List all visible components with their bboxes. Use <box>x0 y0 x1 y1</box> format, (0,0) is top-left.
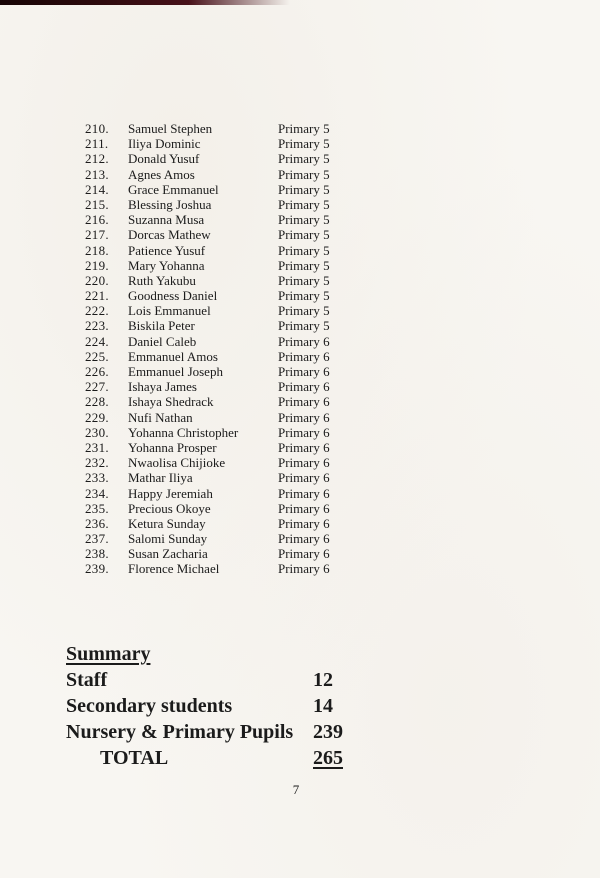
student-name: Samuel Stephen <box>128 121 213 136</box>
student-row <box>85 197 330 212</box>
student-row <box>85 501 330 516</box>
summary-value: 12 <box>313 669 333 691</box>
student-name: Lois Emmanuel <box>128 303 211 319</box>
student-row <box>85 410 330 425</box>
student-number: 218. <box>85 242 109 258</box>
student-number: 210. <box>85 121 109 136</box>
student-row <box>85 318 330 333</box>
student-row <box>85 136 330 151</box>
student-number: 211. <box>85 136 109 152</box>
student-number: 238. <box>85 546 109 562</box>
student-class: Primary 5 <box>278 121 330 136</box>
summary-label: Nursery & Primary Pupils <box>66 721 294 743</box>
summary-label: Staff <box>66 669 108 691</box>
student-row <box>85 227 330 242</box>
student-row <box>85 364 330 379</box>
student-row <box>85 394 330 409</box>
student-name: Ketura Sunday <box>128 515 206 531</box>
student-row <box>85 121 330 136</box>
student-class: Primary 6 <box>278 470 330 486</box>
student-name: Ishaya James <box>128 379 197 395</box>
student-class: Primary 5 <box>278 288 330 304</box>
student-class: Primary 6 <box>278 515 330 531</box>
student-number: 225. <box>85 348 109 364</box>
summary-row <box>66 667 343 693</box>
student-name: Susan Zacharia <box>128 546 208 562</box>
student-row <box>85 334 330 349</box>
student-class: Primary 6 <box>278 424 330 440</box>
student-class: Primary 6 <box>278 394 330 410</box>
student-class: Primary 5 <box>278 166 330 182</box>
student-number: 237. <box>85 531 109 547</box>
student-number: 224. <box>85 333 109 349</box>
student-row <box>85 243 330 258</box>
student-row <box>85 212 330 227</box>
student-row <box>85 151 330 166</box>
student-row <box>85 303 330 318</box>
student-name: Precious Okoye <box>128 500 211 516</box>
student-row <box>85 470 330 485</box>
student-number: 219. <box>85 257 109 273</box>
student-number: 239. <box>85 561 109 577</box>
student-name: Daniel Caleb <box>128 333 197 349</box>
student-name: Iliya Dominic <box>128 136 201 152</box>
student-name: Mary Yohanna <box>128 257 205 273</box>
student-class: Primary 5 <box>278 136 330 152</box>
student-name: Mathar Iliya <box>128 470 193 486</box>
page-number: 7 <box>292 782 300 797</box>
student-class: Primary 6 <box>278 531 330 547</box>
student-number: 227. <box>85 379 109 395</box>
student-number: 229. <box>85 409 109 425</box>
student-number: 216. <box>85 212 109 228</box>
student-class: Primary 5 <box>278 181 330 197</box>
student-class: Primary 6 <box>278 561 330 577</box>
student-row <box>85 425 330 440</box>
student-name: Emmanuel Amos <box>128 348 218 364</box>
student-row <box>85 288 330 303</box>
student-number: 222. <box>85 303 109 319</box>
student-row <box>85 531 330 546</box>
student-name: Salomi Sunday <box>128 531 208 547</box>
student-class: Primary 6 <box>278 500 330 516</box>
summary-heading: Summary <box>66 643 151 665</box>
student-class: Primary 5 <box>278 196 330 212</box>
student-number: 233. <box>85 470 109 486</box>
student-row <box>85 561 330 576</box>
student-class: Primary 6 <box>278 348 330 364</box>
summary-value: 239 <box>313 721 343 743</box>
student-number: 212. <box>85 151 109 167</box>
student-number: 236. <box>85 515 109 531</box>
student-name: Biskila Peter <box>128 318 195 334</box>
student-number: 232. <box>85 455 109 471</box>
summary-row <box>66 693 343 719</box>
student-class: Primary 5 <box>278 303 330 319</box>
student-number: 214. <box>85 181 109 197</box>
student-class: Primary 5 <box>278 272 330 288</box>
student-number: 226. <box>85 364 109 379</box>
student-row <box>85 379 330 394</box>
student-row <box>85 258 330 273</box>
student-class: Primary 6 <box>278 409 330 425</box>
student-class: Primary 6 <box>278 364 330 379</box>
student-number: 234. <box>85 485 109 501</box>
student-name: Goodness Daniel <box>128 288 218 304</box>
summary-total-label: TOTAL <box>100 747 169 769</box>
student-name: Grace Emmanuel <box>128 181 219 197</box>
student-name: Happy Jeremiah <box>128 485 213 501</box>
student-class: Primary 6 <box>278 455 330 471</box>
student-row <box>85 516 330 531</box>
student-name: Yohanna Christopher <box>128 424 239 440</box>
student-name: Suzanna Musa <box>128 212 205 228</box>
student-class: Primary 6 <box>278 439 330 455</box>
student-class: Primary 5 <box>278 242 330 258</box>
student-name: Ishaya Shedrack <box>128 394 214 410</box>
summary-row <box>66 719 343 745</box>
student-name: Dorcas Mathew <box>128 227 211 243</box>
student-number: 217. <box>85 227 109 243</box>
student-row <box>85 182 330 197</box>
student-row <box>85 546 330 561</box>
student-name: Agnes Amos <box>128 166 195 182</box>
summary-total-row <box>66 745 343 771</box>
student-class: Primary 5 <box>278 212 330 228</box>
student-class: Primary 5 <box>278 257 330 273</box>
student-row <box>85 486 330 501</box>
student-number: 231. <box>85 439 109 455</box>
student-row <box>85 273 330 288</box>
student-name: Ruth Yakubu <box>128 272 196 288</box>
student-name: Yohanna Prosper <box>128 439 217 455</box>
student-row <box>85 349 330 364</box>
student-class: Primary 5 <box>278 318 330 334</box>
student-row <box>85 167 330 182</box>
summary-label: Secondary students <box>66 695 233 717</box>
summary-total-value: 265 <box>313 747 343 769</box>
student-class: Primary 6 <box>278 546 330 562</box>
student-number: 223. <box>85 318 109 334</box>
student-number: 221. <box>85 288 109 304</box>
student-class: Primary 5 <box>278 227 330 243</box>
student-class: Primary 6 <box>278 333 330 349</box>
student-class: Primary 6 <box>278 485 330 501</box>
student-name: Blessing Joshua <box>128 196 212 212</box>
student-class: Primary 6 <box>278 379 330 395</box>
student-name: Nwaolisa Chijioke <box>128 455 226 471</box>
student-name: Nufi Nathan <box>128 409 193 425</box>
student-number: 213. <box>85 166 109 182</box>
student-number: 220. <box>85 272 109 288</box>
summary-section <box>66 641 343 771</box>
student-number: 235. <box>85 500 109 516</box>
student-row <box>85 440 330 455</box>
student-number: 228. <box>85 394 109 410</box>
student-class: Primary 5 <box>278 151 330 167</box>
student-name: Florence Michael <box>128 561 220 577</box>
student-list <box>85 121 330 577</box>
student-number: 215. <box>85 196 109 212</box>
student-name: Patience Yusuf <box>128 242 206 258</box>
summary-rows <box>66 667 343 745</box>
student-number: 230. <box>85 424 109 440</box>
scan-edge-artifact <box>0 0 290 5</box>
student-name: Donald Yusuf <box>128 151 200 167</box>
summary-value: 14 <box>313 695 333 717</box>
student-name: Emmanuel Joseph <box>128 364 223 379</box>
student-row <box>85 455 330 470</box>
